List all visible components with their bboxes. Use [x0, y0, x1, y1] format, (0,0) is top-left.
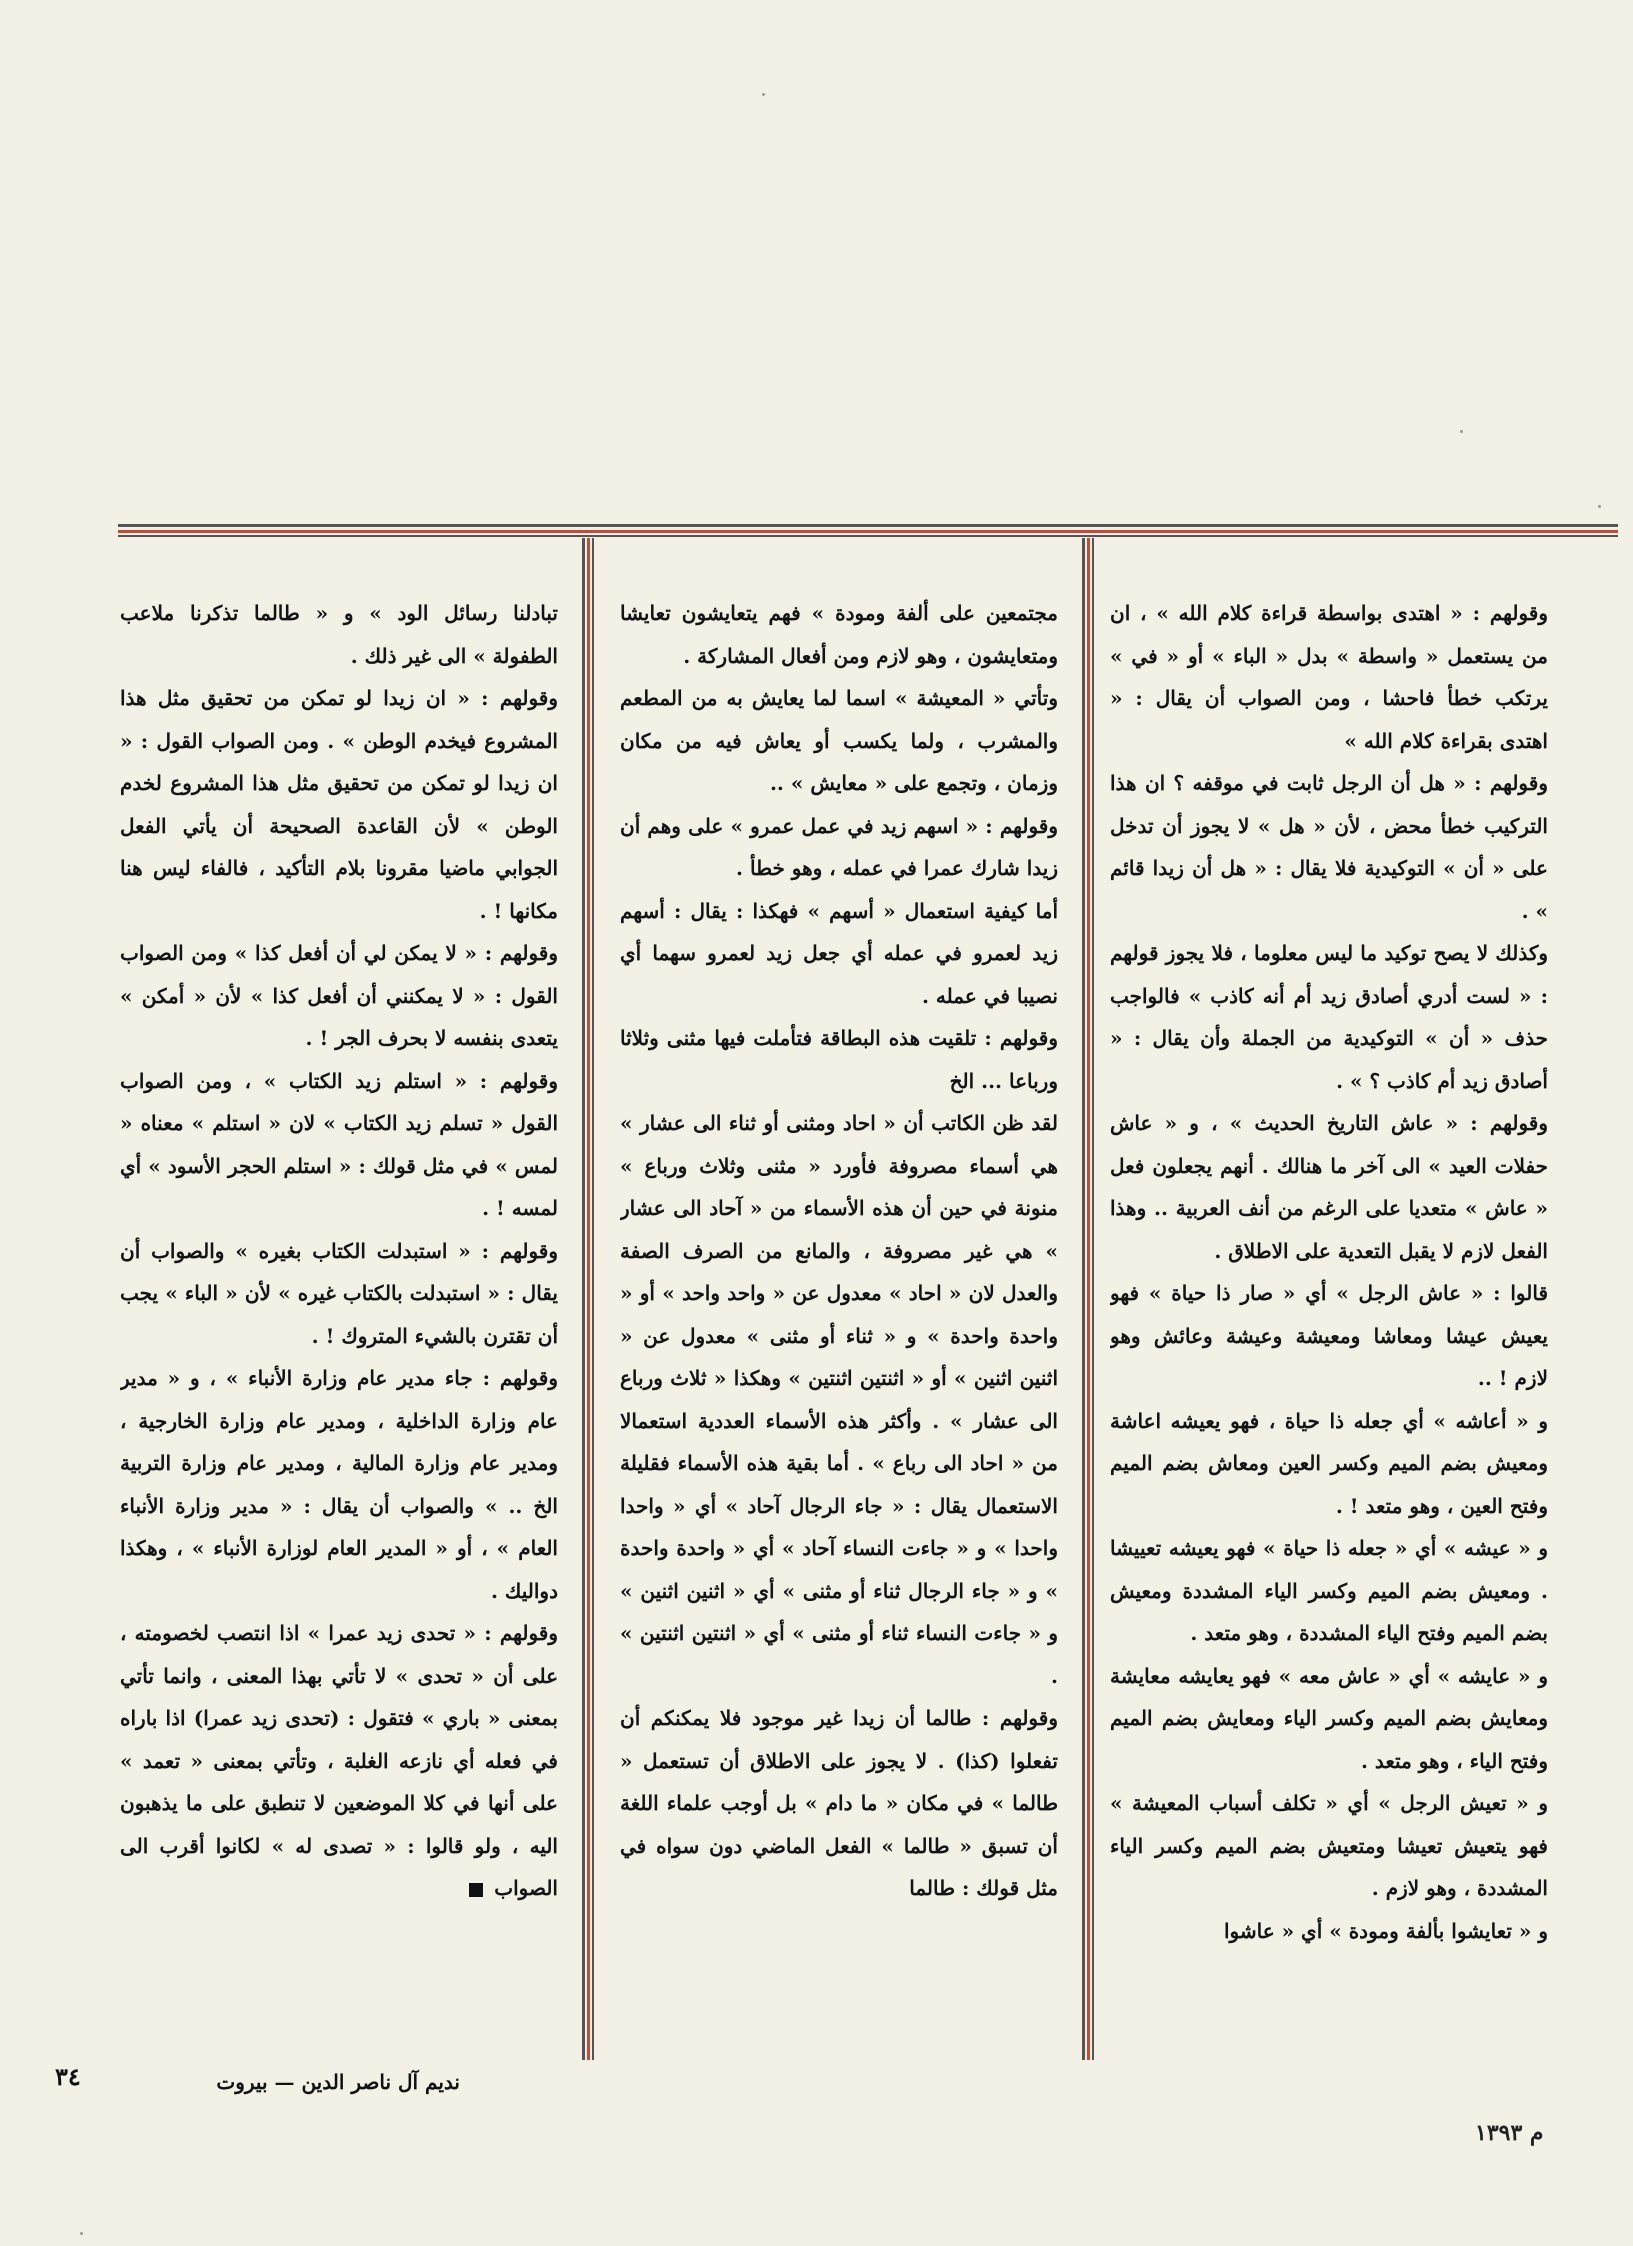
- paragraph: وتأتي « المعيشة » اسما لما يعايش به من المطعم والمشرب ، ولما يكسب أو يعاش فيه من مكان وزمان ، وتجمع على « معايش » ..: [620, 686, 1058, 795]
- header-rule: [118, 524, 1618, 538]
- paragraph-text: وقولهم : « تحدى زيد عمرا » اذا انتصب لخصومته ، على أن « تحدى » لا تأتي بهذا المعنى ، وانما تأتي بمعنى « باري » فتقول : (تحدى زيد عمرا) اذا باراه في فعله أي نازعه الغلبة ، وتأتي بمعنى « تعمد » على أنها في كلا الموضعين لا تنطبق على ما يذهبون اليه ، ولو قالوا : « تصدى له » لكانوا أقرب الى الصواب: [120, 1621, 558, 1900]
- paragraph: و « عيشه » أي « جعله ذا حياة » فهو يعيشه تعييشا . ومعيش بضم الميم وكسر الياء المشددة ومعيش بضم الميم وفتح الياء المشددة ، وهو متعد .: [1110, 1536, 1548, 1645]
- column-separator: [1082, 538, 1096, 2060]
- paragraph: لقد ظن الكاتب أن « احاد ومثنى أو ثناء الى عشار » هي أسماء مصروفة فأورد « مثنى وثلاث ورباع » منونة في حين أن هذه الأسماء من « آحاد الى عشار » هي غير مصروفة ، والمانع من الصرف الصفة والعدل لان « احاد » معدول عن « واحد واحد » أو « واحدة واحدة » و « ثناء أو مثنى » معدول عن « اثنين اثنين » أو « اثنتين اثنتين » وهكذا « ثلاث ورباع الى عشار » . وأكثر هذه الأسماء العددية استعمالا من « احاد الى رباع » . أما بقية هذه الأسماء فقليلة الاستعمال يقال : « جاء الرجال آحاد » أي « واحدا واحدا » و « جاءت النساء آحاد » أي « واحدة واحدة » و « جاء الرجال ثناء أو مثنى » أي « اثنين اثنين » و « جاءت النساء ثناء أو مثنى » أي « اثنتين اثنتين » .: [620, 1111, 1058, 1688]
- issue-date: م ١٣٩٣: [1475, 2120, 1544, 2146]
- paragraph: وقولهم : « ان زيدا لو تمكن من تحقيق مثل هذا المشروع فيخدم الوطن » . ومن الصواب القول : « ان زيدا لو تمكن من تحقيق مثل هذا المشروع لخدم الوطن » لأن القاعدة الصحيحة أن يأتي الفعل الجوابي ماضيا مقرونا بلام التأكيد ، فالفاء ليس هنا مكانها ! .: [120, 686, 558, 923]
- paragraph: وقولهم : تلقيت هذه البطاقة فتأملت فيها مثنى وثلاثا ورباعا ... الخ: [620, 1026, 1058, 1093]
- paragraph: وقولهم : جاء مدير عام وزارة الأنباء » ، و « مدير عام وزارة الداخلية ، ومدير عام وزارة الخارجية ، ومدير عام وزارة المالية ، ومدير عام وزارة التربية الخ .. » والصواب أن يقال : « مدير وزارة الأنباء العام » ، أو « المدير العام لوزارة الأنباء » ، وهكذا دواليك .: [120, 1366, 558, 1603]
- paragraph: وقولهم : « استبدلت الكتاب بغيره » والصواب أن يقال : « استبدلت بالكتاب غيره » لأن « الباء » يجب أن تقترن بالشيء المتروك ! .: [120, 1238, 558, 1348]
- paragraph: وقولهم : « استلم زيد الكتاب » ، ومن الصواب القول « تسلم زيد الكتاب » لان « استلم » معناه « لمس » في مثل قولك : « استلم الحجر الأسود » أي لمسه ! .: [120, 1068, 558, 1220]
- paragraph: وقولهم : « اهتدى بواسطة قراءة كلام الله » ، ان من يستعمل « واسطة » بدل « الباء » أو « في » يرتكب خطأ فاحشا ، ومن الصواب أن يقال : « اهتدى بقراءة كلام الله »: [1110, 601, 1548, 753]
- article-column-middle: [620, 592, 1058, 2057]
- paragraph: وقولهم : « عاش التاريخ الحديث » ، و « عاش حفلات العيد » الى آخر ما هنالك . أنهم يجعلون فعل « عاش » متعديا على الرغم من أنف العربية .. وهذا الفعل لازم لا يقبل التعدية على الاطلاق .: [1110, 1111, 1548, 1263]
- paragraph: تبادلنا رسائل الود » و « طالما تذكرنا ملاعب الطفولة » الى غير ذلك .: [120, 601, 558, 668]
- article-column-right: [1110, 592, 1548, 2057]
- paragraph: و « عايشه » أي « عاش معه » فهو يعايشه معايشة ومعايش بضم الميم وكسر الياء ومعايش بضم الميم وفتح الياء ، وهو متعد .: [1110, 1663, 1548, 1773]
- paragraph: وكذلك لا يصح توكيد ما ليس معلوما ، فلا يجوز قولهم : « لست أدري أصادق زيد أم أنه كاذب » فالواجب حذف « أن » التوكيدية من الجملة وأن يقال : « أصادق زيد أم كاذب ؟ » .: [1110, 941, 1548, 1093]
- paragraph: و « تعايشوا بألفة ومودة » أي « عاشوا: [1223, 1918, 1548, 1943]
- column-separator: [582, 538, 596, 2060]
- paragraph: وقولهم : طالما أن زيدا غير موجود فلا يمكنكم أن تفعلوا (كذا) . لا يجوز على الاطلاق أن تستعمل « طالما » في مكان « ما دام » بل أوجب علماء اللغة أن تسبق « طالما » الفعل الماضي دون سواه في مثل قولك : طالما: [620, 1706, 1058, 1900]
- paper-speck: [1598, 505, 1601, 508]
- article-column-left: [120, 592, 558, 2057]
- paragraph: و « تعيش الرجل » أي « تكلف أسباب المعيشة » فهو يتعيش تعيشا ومتعيش بضم الميم وكسر الياء المشددة ، وهو لازم .: [1110, 1791, 1548, 1900]
- paragraph: قالوا : « عاش الرجل » أي « صار ذا حياة » فهو يعيش عيشا ومعاشا ومعيشة وعيشة وعائش وهو لازم ! ..: [1110, 1281, 1548, 1390]
- paragraph: أما كيفية استعمال « أسهم » فهكذا : يقال : أسهم زيد لعمرو في عمله أي جعل زيد لعمرو سهما أي نصيبا في عمله .: [620, 898, 1058, 1008]
- paragraph: مجتمعين على ألفة ومودة » فهم يتعايشون تعايشا ومتعايشون ، وهو لازم ومن أفعال المشاركة .: [620, 601, 1058, 668]
- paragraph: [120, 1612, 558, 1910]
- paragraph: وقولهم : « لا يمكن لي أن أفعل كذا » ومن الصواب القول : « لا يمكنني أن أفعل كذا » لأن « أمكن » يتعدى بنفسه لا بحرف الجر ! .: [120, 941, 558, 1050]
- paragraph: و « أعاشه » أي جعله ذا حياة ، فهو يعيشه اعاشة ومعيش بضم الميم وكسر العين ومعاش بضم الميم وفتح العين ، وهو متعد ! .: [1110, 1408, 1548, 1518]
- author-byline: نديم آل ناصر الدين — بيروت: [216, 2070, 460, 2094]
- end-of-article-square-icon: [469, 1883, 483, 1897]
- paper-speck: [762, 93, 765, 96]
- paper-speck: [80, 2232, 83, 2235]
- paper-speck: [1460, 430, 1463, 433]
- paragraph: وقولهم : « هل أن الرجل ثابت في موقفه ؟ ان هذا التركيب خطأ محض ، لأن « هل » لا يجوز أن تدخل على « أن » التوكيدية فلا يقال : « هل أن زيدا قائم » .: [1110, 771, 1548, 923]
- page-number: ٣٤: [55, 2062, 81, 2091]
- paragraph: وقولهم : « اسهم زيد في عمل عمرو » على وهم أن زيدا شارك عمرا في عمله ، وهو خطأ .: [620, 813, 1058, 880]
